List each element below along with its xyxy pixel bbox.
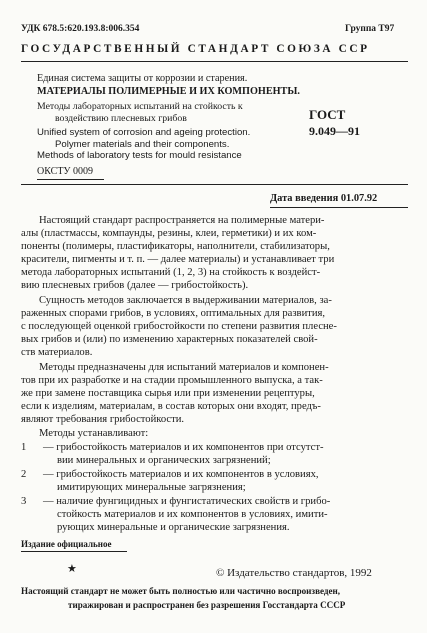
list-intro: Методы устанавливают: — [39, 428, 149, 439]
text-line: Сущность методов заключается в выдерживании материалов, за- — [39, 295, 332, 306]
text-line: если к изделиям, материалам, в состав которых они входят, предъ- — [21, 401, 321, 413]
methods-title-2: воздействию плесневых грибов — [55, 113, 187, 124]
gost-label: ГОСТ — [309, 107, 346, 122]
reproduction-notice-1: Настоящий стандарт не может быть полностью или частично воспроизведен, — [21, 586, 341, 596]
text-line: ств материалов. — [21, 347, 93, 359]
gost-number: 9.049—91 — [309, 124, 360, 138]
text-line: алы (пластмассы, компаунды, резины, клеи, герметики) и их ком- — [21, 228, 317, 240]
official-edition-label: Издание официальное — [21, 539, 112, 549]
star-icon: ★ — [67, 563, 77, 575]
text-line: вию плесневых грибов (далее — грибостойкость). — [21, 280, 249, 292]
reproduction-notice-2: тиражирован и распространен без разрешения Госстандарта СССР — [68, 600, 346, 610]
text-line: же при замене поставщика сырья или при изменении рецептуры, — [21, 388, 315, 400]
text-line: являют требования грибостойкости. — [21, 414, 185, 426]
text-line: поненты (полимеры, пластификаторы, наполнители, стабилизаторы, — [21, 241, 330, 253]
text-line: с последующей оценкой грибостойкости по степени развития плесне- — [21, 321, 337, 333]
english-title-2: Polymer materials and their components. — [55, 139, 230, 150]
system-line: Единая система защиты от коррозии и старения. — [37, 73, 248, 84]
text-line: тов при их разработке и на стадии промышленного выпуска, а так- — [21, 375, 323, 387]
methods-title-1: Методы лабораторных испытаний на стойкость к — [37, 101, 243, 112]
text-line: вых грибов и (или) по изменению характерных показателей свой- — [21, 334, 318, 346]
okstu-code: ОКСТУ 0009 — [37, 166, 94, 177]
english-title-3: Methods of laboratory tests for mould resistance — [37, 150, 242, 161]
state-standard-heading: ГОСУДАРСТВЕННЫЙ СТАНДАРТ СОЮЗА ССР — [21, 43, 370, 55]
introduction-date: Дата введения 01.07.92 — [270, 193, 378, 204]
list-item-line: вии минеральных и органических загрязнений; — [57, 455, 271, 466]
header-rule — [21, 61, 408, 62]
paragraph-purpose — [21, 361, 409, 426]
list-item-line: — грибостойкость материалов и их компонентов при отсутст- — [43, 442, 324, 453]
standard-title: МАТЕРИАЛЫ ПОЛИМЕРНЫЕ И ИХ КОМПОНЕНТЫ. — [37, 86, 300, 97]
list-item-line: рующих минеральные и органические загрязнения. — [57, 522, 290, 533]
copyright-line: © Издательство стандартов, 1992 — [216, 567, 372, 579]
okstu-underline — [37, 179, 104, 180]
list-item-line: — грибостойкость материалов и их компонентов в условиях, — [43, 469, 319, 480]
list-item-number: 2 — [21, 469, 27, 480]
list-item-number: 3 — [21, 496, 27, 507]
list-item-line: — наличие фунгицидных и фунгистатических свойств и грибо- — [43, 496, 331, 507]
group-code: Группа Т97 — [345, 24, 395, 34]
paragraph-scope — [21, 214, 409, 293]
list-item-line: имитирующих минеральные загрязнения; — [57, 482, 246, 493]
text-line: Настоящий стандарт распространяется на полимерные матери- — [39, 215, 325, 226]
date-rule — [270, 207, 408, 208]
text-line: Методы предназначены для испытаний материалов и компонен- — [39, 362, 329, 373]
edition-underline — [21, 551, 127, 552]
text-line: красители, пигменты и т. п. — далее материалы) и устанавливает три — [21, 254, 335, 266]
list-item-number: 1 — [21, 442, 27, 453]
title-block-rule — [21, 184, 408, 185]
text-line: метода лабораторных испытаний (1, 2, 3) на стойкость к воздейст- — [21, 267, 321, 279]
paragraph-essence — [21, 294, 409, 359]
udk-code: УДК 678.5:620.193.8:006.354 — [21, 24, 140, 34]
english-title-1: Unified system of corrosion and ageing protection. — [37, 127, 251, 138]
list-item-line: стойкость материалов и их компонентов в условиях, имити- — [57, 509, 328, 520]
text-line: раженных спорами грибов, в условиях, оптимальных для развития, — [21, 308, 326, 320]
